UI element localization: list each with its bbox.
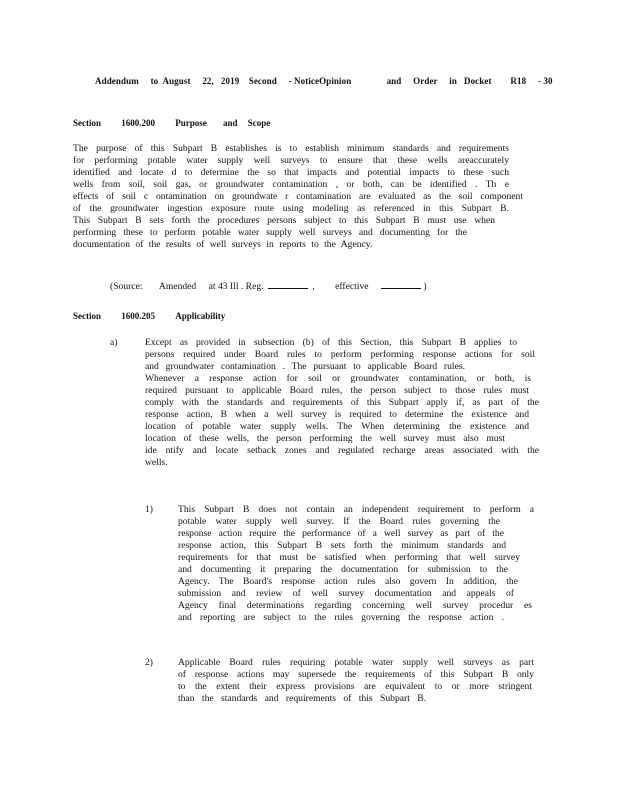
section-200-and: and — [223, 118, 238, 128]
para-1-label: 1) — [145, 504, 153, 515]
para-a-line: location of potable water supply wells. The When determining the existence and — [145, 421, 529, 432]
section-200-line: identified and locate d to determine the so that impacts and potential impacts to these such — [73, 167, 509, 178]
header-title-line: Addendum to August 22, 2019 Second - NoticeOpinion and Order in Docket R18 - 30 — [95, 76, 553, 86]
section-205-title: Applicability — [175, 311, 226, 321]
para-2-line: of response actions may supersede the requirements of this Subpart B only — [178, 669, 534, 680]
para-a-line: wells. — [145, 457, 168, 468]
section-200-line: for performing potable water supply well surveys to ensure that these wells areaccurately — [73, 155, 509, 166]
para-a-line: required pursuant to applicable Board rules, the person subject to those rules must — [145, 385, 529, 396]
para-1-line: submission and review of well survey documentation and appeals of — [178, 588, 514, 599]
para-1-line: and reporting are subject to the rules governing the response action . — [178, 612, 504, 623]
para-1-line: response action require the performance of a well survey as part of the — [178, 528, 504, 539]
para-a-label: a) — [110, 337, 118, 348]
para-1-line: Agency. The Board's response action rules also govern In addition, the — [178, 576, 518, 587]
section-205-heading — [73, 310, 225, 322]
para-2-line: Applicable Board rules requiring potable water supply well surveys as part — [178, 657, 534, 668]
section-205-label: Section — [73, 311, 101, 321]
section-200-line: wells from soil, soil gas, or groundwater contamination , or both, can be identified . Th e — [73, 179, 509, 190]
section-200-label: Section — [73, 118, 101, 128]
para-1-line: This Subpart B does not contain an independent requirement to perform a — [178, 504, 534, 515]
source-effective-blank — [381, 288, 421, 289]
section-200-code: 1600.200 — [121, 118, 155, 128]
source-close: ) — [423, 281, 427, 292]
source-effective: effective — [335, 281, 369, 292]
section-200-title: Purpose — [175, 118, 207, 128]
document-header — [95, 75, 553, 87]
para-a-line: comply with the standards and requirements of this Subpart apply if, as part of the — [145, 397, 539, 408]
para-a-line: location of these wells, the person performing the well survey must also must — [145, 433, 505, 444]
section-200-line: This Subpart B sets forth the procedures persons subject to this Subpart B must use when — [73, 215, 495, 226]
section-205-code: 1600.205 — [121, 311, 155, 321]
para-2-line: than the standards and requirements of this Subpart B. — [178, 693, 427, 704]
para-1-line: requirements for that must be satisfied when performing that well survey — [178, 552, 520, 563]
para-a-line: Except as provided in subsection (b) of this Section, this Subpart B applies to — [145, 337, 517, 348]
section-200-line: documentation of the results of well surveys in reports to the Agency. — [73, 239, 373, 250]
source-register-blank — [268, 288, 308, 289]
para-1-line: response action, this Subpart B sets forth the minimum standards and — [178, 540, 506, 551]
section-200-scope: Scope — [247, 118, 271, 128]
para-a-line: Whenever a response action for soil or groundwater contamination, or both, is — [145, 373, 531, 384]
section-200-heading — [73, 117, 270, 129]
para-a-line: response action, B when a well survey is required to determine the existence and — [145, 409, 529, 420]
section-200-line: performing these to perform potable water supply well surveys and documenting for the — [73, 227, 467, 238]
source-label: (Source: — [110, 281, 143, 292]
para-2-label: 2) — [145, 657, 153, 668]
para-1-line: potable water supply well survey. If the Board rules governing the — [178, 516, 500, 527]
para-a-line: ide ntify and locate setback zones and regulated recharge areas associated with the — [145, 445, 539, 456]
source-note: (Source: Amended at 43 Ill . Reg. , effective ) — [110, 281, 427, 292]
section-200-line: of the groundwater ingestion exposure route using modeling as referenced in this Subpart B. — [73, 203, 509, 214]
section-200-line: The purpose of this Subpart B establishes is to establish minimum standards and requirements — [73, 143, 509, 154]
para-a-line: persons required under Board rules to perform performing response actions for soil — [145, 349, 535, 360]
para-a-line: and groundwater contamination . The pursuant to applicable Board rules. — [145, 361, 465, 372]
para-1-line: and documenting it preparing the documentation for submission to the — [178, 564, 508, 575]
para-2-line: to the extent their express provisions are equivalent to or more stringent — [178, 681, 532, 692]
para-1-line: Agency final determinations regarding concerning well survey procedur es — [178, 600, 532, 611]
section-200-line: effects of soil c ontamination on groundwate r contamination are evaluated as the soil component — [73, 191, 523, 202]
source-register: at 43 Ill . Reg. — [208, 281, 264, 292]
source-amended: Amended — [158, 281, 197, 292]
